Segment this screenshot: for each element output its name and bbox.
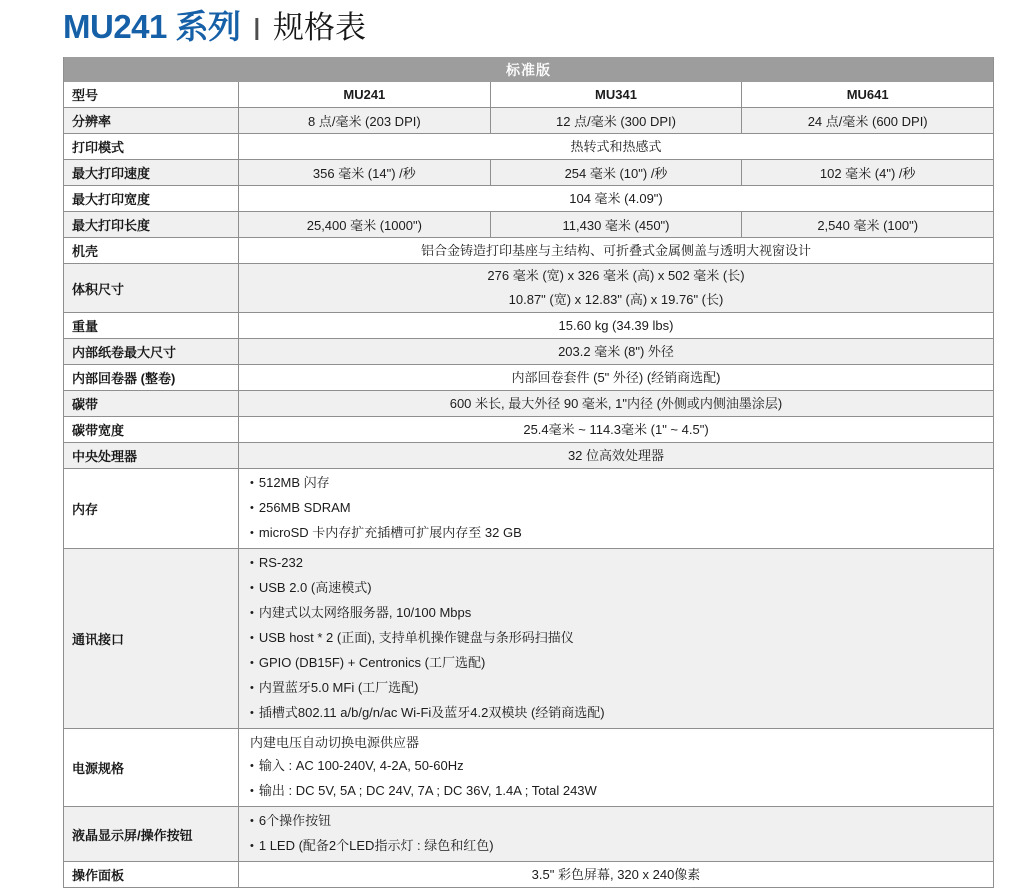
row-values bbox=[239, 862, 993, 887]
list-item bbox=[250, 676, 993, 701]
value-cell: MU341 bbox=[491, 82, 743, 107]
title-suffix-text: 规格表 bbox=[273, 10, 366, 45]
list-item bbox=[250, 576, 993, 601]
value-cell-list bbox=[239, 549, 993, 728]
table-row bbox=[64, 107, 993, 133]
list-item bbox=[250, 551, 993, 576]
list-item-text: 输入 : AC 100-240V, 4-2A, 50-60Hz bbox=[258, 758, 464, 773]
list-item-text: 6个操作按钮 bbox=[258, 813, 332, 828]
row-values bbox=[239, 443, 993, 468]
row-values bbox=[239, 469, 993, 548]
table-row bbox=[64, 806, 993, 861]
value-cell-list bbox=[239, 469, 993, 548]
value-line: 10.87" (宽) x 12.83" (高) x 19.76" (长) bbox=[508, 292, 724, 307]
list-item-text: 内建电压自动切换电源供应器 bbox=[250, 735, 420, 750]
bullet-dot: • bbox=[250, 557, 254, 569]
table-row bbox=[64, 416, 993, 442]
list-item-text: 256MB SDRAM bbox=[258, 500, 351, 515]
list-item-text: USB 2.0 (高速模式) bbox=[258, 580, 372, 595]
row-label: 中央处理器 bbox=[64, 443, 239, 468]
value-cell: MU241 bbox=[239, 82, 491, 107]
row-values bbox=[239, 339, 993, 364]
value-line: 15.60 kg (34.39 lbs) bbox=[558, 317, 674, 333]
value-cell-merged bbox=[239, 339, 993, 364]
bullet-dot: • bbox=[250, 682, 254, 694]
row-label: 体积尺寸 bbox=[64, 264, 239, 312]
list-item bbox=[250, 779, 993, 804]
value-cell: 25,400 毫米 (1000") bbox=[239, 212, 491, 237]
list-item bbox=[250, 809, 993, 834]
value-cell-merged bbox=[239, 238, 993, 263]
value-cell-merged bbox=[239, 186, 993, 211]
row-label: 机壳 bbox=[64, 238, 239, 263]
row-label: 分辨率 bbox=[64, 108, 239, 133]
value-cell-merged bbox=[239, 313, 993, 338]
row-label: 液晶显示屏/操作按钮 bbox=[64, 807, 239, 861]
row-values bbox=[239, 729, 993, 806]
list-item-text: 插槽式802.11 a/b/g/n/ac Wi-Fi及蓝牙4.2双模块 (经销商选配) bbox=[258, 705, 605, 720]
table-row bbox=[64, 364, 993, 390]
row-label: 内部回卷器 (整卷) bbox=[64, 365, 239, 390]
value-line: 600 米长, 最大外径 90 毫米, 1"内径 (外侧或内侧油墨涂层) bbox=[449, 395, 783, 411]
list-item-text: 输出 : DC 5V, 5A ; DC 24V, 7A ; DC 36V, 1.4A ; Total 243W bbox=[258, 783, 597, 798]
bullet-dot: • bbox=[250, 785, 254, 797]
row-values bbox=[239, 264, 993, 312]
bullet-dot: • bbox=[250, 815, 254, 827]
list-item-text: USB host * 2 (正面), 支持单机操作键盘与条形码扫描仪 bbox=[258, 630, 574, 645]
row-label: 重量 bbox=[64, 313, 239, 338]
table-row bbox=[64, 861, 993, 887]
table-row bbox=[64, 263, 993, 312]
row-label: 内部纸卷最大尺寸 bbox=[64, 339, 239, 364]
value-cell: 102 毫米 (4") /秒 bbox=[819, 166, 916, 181]
bullet-dot: • bbox=[250, 607, 254, 619]
list-item bbox=[250, 626, 993, 651]
list-item bbox=[250, 701, 993, 726]
row-values bbox=[239, 365, 993, 390]
value-cell-merged bbox=[239, 264, 993, 312]
list-item bbox=[250, 651, 993, 676]
bullet-dot: • bbox=[250, 502, 254, 514]
value-cell: 2,540 毫米 (100") bbox=[817, 218, 919, 233]
row-values bbox=[239, 238, 993, 263]
row-values bbox=[239, 134, 993, 159]
value-line: 203.2 毫米 (8") 外径 bbox=[558, 343, 674, 359]
value-line: 32 位高效处理器 bbox=[567, 447, 665, 463]
value-line: 热转式和热感式 bbox=[570, 138, 662, 154]
row-values bbox=[239, 313, 993, 338]
bullet-dot: • bbox=[250, 840, 254, 852]
row-values bbox=[239, 212, 993, 237]
value-cell-merged bbox=[239, 443, 993, 468]
row-values bbox=[239, 549, 993, 728]
list-item-text: 1 LED (配备2个LED指示灯 : 绿色和红色) bbox=[258, 838, 494, 853]
bullet-dot: • bbox=[250, 760, 254, 772]
row-values bbox=[239, 417, 993, 442]
row-label: 内存 bbox=[64, 469, 239, 548]
row-label: 最大打印宽度 bbox=[64, 186, 239, 211]
bullet-dot: • bbox=[250, 582, 254, 594]
row-label: 碳带 bbox=[64, 391, 239, 416]
value-line: 276 毫米 (宽) x 326 毫米 (高) x 502 毫米 (长) bbox=[487, 268, 745, 283]
list-item bbox=[250, 731, 993, 754]
row-values bbox=[239, 108, 993, 133]
value-cell: 254 毫米 (10") /秒 bbox=[491, 160, 743, 185]
row-label: 最大打印长度 bbox=[64, 212, 239, 237]
list-item bbox=[250, 496, 993, 521]
value-line: 3.5" 彩色屏幕, 320 x 240像素 bbox=[531, 866, 701, 882]
list-item-text: 512MB 闪存 bbox=[258, 475, 330, 490]
table-row bbox=[64, 390, 993, 416]
row-label: 碳带宽度 bbox=[64, 417, 239, 442]
spec-table-body bbox=[64, 82, 993, 887]
list-item-text: GPIO (DB15F) + Centronics (工厂选配) bbox=[258, 655, 486, 670]
value-cell-merged bbox=[239, 862, 993, 887]
table-row bbox=[64, 159, 993, 185]
value-cell-list bbox=[239, 729, 993, 806]
row-label: 最大打印速度 bbox=[64, 160, 239, 185]
table-row bbox=[64, 468, 993, 548]
bullet-dot: • bbox=[250, 527, 254, 539]
value-cell-merged bbox=[239, 365, 993, 390]
value-cell: 11,430 毫米 (450") bbox=[491, 212, 743, 237]
row-label: 型号 bbox=[64, 82, 239, 107]
table-row bbox=[64, 237, 993, 263]
value-cell: 356 毫米 (14") /秒 bbox=[239, 160, 491, 185]
title-separator: | bbox=[253, 14, 260, 40]
list-item-text: microSD 卡内存扩充插槽可扩展内存至 32 GB bbox=[258, 525, 522, 540]
bullet-dot: • bbox=[250, 657, 254, 669]
table-row bbox=[64, 728, 993, 806]
row-label: 电源规格 bbox=[64, 729, 239, 806]
list-item bbox=[250, 471, 993, 496]
list-item-text: RS-232 bbox=[258, 555, 303, 570]
bullet-dot: • bbox=[250, 632, 254, 644]
value-cell: 12 点/毫米 (300 DPI) bbox=[491, 108, 743, 133]
value-line: 104 毫米 (4.09") bbox=[569, 190, 663, 206]
table-row bbox=[64, 312, 993, 338]
table-row bbox=[64, 211, 993, 237]
page-title bbox=[63, 8, 1016, 47]
table-row bbox=[64, 338, 993, 364]
value-cell: 24 点/毫米 (600 DPI) bbox=[807, 114, 928, 129]
table-row bbox=[64, 548, 993, 728]
table-row bbox=[64, 82, 993, 107]
spec-table bbox=[63, 57, 994, 888]
value-cell-merged bbox=[239, 391, 993, 416]
row-label: 打印模式 bbox=[64, 134, 239, 159]
list-item bbox=[250, 601, 993, 626]
value-cell: 8 点/毫米 (203 DPI) bbox=[239, 108, 491, 133]
list-item-text: 内建式以太网络服务器, 10/100 Mbps bbox=[258, 605, 472, 620]
list-item-text: 内置蓝牙5.0 MFi (工厂选配) bbox=[258, 680, 419, 695]
bullet-dot: • bbox=[250, 477, 254, 489]
row-values bbox=[239, 391, 993, 416]
value-cell: MU641 bbox=[846, 87, 889, 102]
table-edition-band: 标准版 bbox=[64, 57, 993, 82]
value-cell-merged bbox=[239, 134, 993, 159]
value-cell-list bbox=[239, 807, 993, 861]
value-line: 铝合金铸造打印基座与主结构、可折叠式金属侧盖与透明大视窗设计 bbox=[420, 242, 811, 258]
table-row bbox=[64, 185, 993, 211]
value-line: 25.4毫米 ~ 114.3毫米 (1" ~ 4.5") bbox=[523, 421, 709, 437]
row-values bbox=[239, 82, 993, 107]
list-item bbox=[250, 521, 993, 546]
value-line: 内部回卷套件 (5" 外径) (经销商选配) bbox=[511, 369, 721, 385]
bullet-dot: • bbox=[250, 707, 254, 719]
title-series-text: MU241 系列 bbox=[63, 8, 241, 45]
table-row bbox=[64, 133, 993, 159]
row-label: 操作面板 bbox=[64, 862, 239, 887]
list-item bbox=[250, 754, 993, 779]
row-label: 通讯接口 bbox=[64, 549, 239, 728]
row-values bbox=[239, 160, 993, 185]
row-values bbox=[239, 186, 993, 211]
value-cell-merged bbox=[239, 417, 993, 442]
row-values bbox=[239, 807, 993, 861]
table-row bbox=[64, 442, 993, 468]
